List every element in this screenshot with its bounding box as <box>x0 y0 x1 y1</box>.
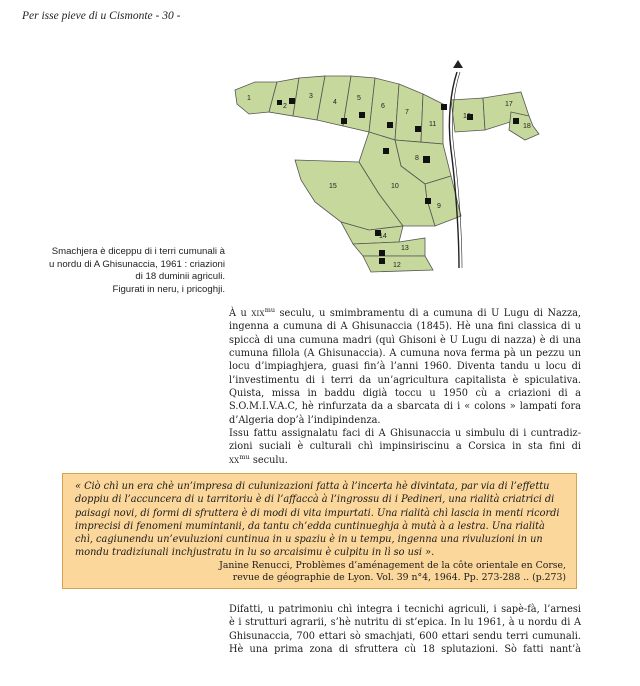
parcel-map-drawing <box>229 60 565 288</box>
building-2b <box>277 100 282 105</box>
parcel-label: 1 <box>247 95 251 102</box>
paragraph-3-line: Difatti, u patrimoniu chì integra i tecnichi agriculi, i sapè-fà, l’arnesi <box>229 604 581 615</box>
parcel-label: 17 <box>505 101 513 108</box>
land-parcels-map <box>229 60 565 288</box>
building-8 <box>423 156 430 163</box>
parcel-label: 8 <box>415 155 419 162</box>
building-7 <box>415 126 421 132</box>
parcel-7 <box>395 84 423 142</box>
parcel-label: 2 <box>283 103 287 110</box>
building-12 <box>379 258 385 264</box>
quote-source <box>75 560 566 585</box>
paragraph-1-line: spiccà di una cumuna madri (quì Ghisoni è U Lugu di nazza) è di una <box>229 334 581 346</box>
building-4 <box>341 118 347 124</box>
quote-line: paisagi novi, di formi di sfruttera è di modi di vita impurtati. Una rialità chì lascia in menti ricordi <box>75 507 560 519</box>
source-line: revue de géographie de Lyon. Vol. 39 n°4, 1964. Pp. 273-288 .. (p.273) <box>232 572 566 584</box>
source-line: Janine Renucci, Problèmes d’aménagement de la côte orientale en Corse, <box>219 559 566 571</box>
figure-caption <box>20 246 225 296</box>
north-arrow <box>453 60 463 68</box>
parcel-label: 11 <box>429 121 437 128</box>
quote-line: imprecisi di fenomeni mumintanii, da tantu ch’edda cuntinueghja à mutà à a lestra. Una rialità <box>75 520 545 532</box>
caption-line: di 18 duminii agriculi. <box>135 271 225 282</box>
paragraph-3-line: Ghisunaccia, 700 ettari sò smachjati, 600 ettari sendu terri cumunali. <box>229 630 581 642</box>
parcel-label: 4 <box>333 99 337 106</box>
quote-text <box>75 480 566 560</box>
building-2 <box>289 98 295 104</box>
paragraph-1-line: Quista, missa in baddu digià toccu u 1950 cù a criazioni di a <box>229 388 581 400</box>
paragraph-1-line: d’Algeria dop’à l’indipindenza. <box>229 414 381 426</box>
quote-line: doppiu di l’accuncera di u tarritoriu è di l’affaccà à l’ingrossu di i Pedineri, una rialità criatrici di <box>75 494 555 506</box>
quote-box <box>62 473 577 589</box>
paragraph-1-line: ingenna a cumuna di A Ghisunaccia (1845). Hè una fini classica di u <box>229 321 581 333</box>
paragraph-3 <box>229 603 581 656</box>
running-head: Per isse pieve di u Cismonte - 30 - <box>22 10 181 22</box>
caption-line: Smachjera è diceppu di i terri cumunali à <box>51 246 225 257</box>
quote-line: chì, cagiunendu un’evuluzioni cuntinua in u spaziu è in u tempu, ingenna una rivuluzioni in un <box>75 534 543 546</box>
paragraph-2-line: Issu fattu assignalatu faci di A Ghisunaccia u simbulu di i cuntradiz- <box>229 428 581 440</box>
parcel-label: 12 <box>393 262 401 269</box>
paragraph-3-line: è i strutturi agrarii, s’hè nutritu di st’epica. In lu 1961, à u nordu di A <box>229 617 581 629</box>
parcel-label: 10 <box>391 183 399 190</box>
parcel-label: 3 <box>309 93 313 100</box>
parcel-label: 14 <box>379 233 387 240</box>
quote-line: mondu tradiziunali inchjustratu in lu so arcaisimu è culpitu in lì so usi ». <box>75 547 435 559</box>
building-8b <box>383 148 389 154</box>
caption-line: u nordu di A Ghisunaccia, 1961 : criazioni <box>49 258 225 270</box>
paragraph-3-line: Hè una prima zona di sfruttera cù 18 splutazioni. Sò fatti nant’à <box>229 644 581 656</box>
building-5 <box>359 112 365 118</box>
paragraph-1-line: S.O.M.I.V.A.C, hè rinfurzata da a sbarcata di i « colons » lampati fora <box>229 401 581 413</box>
parcel-label: 18 <box>523 123 531 130</box>
paragraph-1-line: cumuna fillola (A Ghisunaccia). A cumuna nova ferma pà un pezzu un <box>229 348 581 360</box>
paragraph-2-last-line: $xx^{mu}$ seculu. <box>229 452 288 466</box>
parcel-label: 15 <box>329 183 337 190</box>
paragraph-1-line: l’investimentu di i terri da un’agricultura capitalista è spiculativa. <box>229 374 581 386</box>
building-11 <box>441 104 447 110</box>
parcel-label: 5 <box>357 95 361 102</box>
parcel-label: 6 <box>381 103 385 110</box>
paragraph-1 <box>229 307 581 467</box>
parcel-label: 9 <box>437 203 441 210</box>
parcel-label: 16 <box>463 113 471 120</box>
quote-line: « Ciò chì un era chè un’impresa di culunizazioni fatta à l’incerta hè divintata, par via di l’effettu <box>75 481 550 492</box>
building-13 <box>379 250 385 256</box>
building-18 <box>513 118 519 124</box>
paragraph-1-line-1: À u xix$^{mu}$ seculu, u smimbramentu di a cumuna di U Lugu di Nazza, <box>229 305 581 319</box>
paragraph-2-line: zioni suciali è culturali chì impinsiriscinu a Corsica in sta fini di <box>229 441 581 453</box>
caption-line: Figurati in neru, i pricoghji. <box>112 283 225 295</box>
parcel-label: 13 <box>401 245 409 252</box>
building-9 <box>425 198 431 204</box>
parcel-label: 7 <box>405 109 409 116</box>
paragraph-1-line: locu d’impiaghjera, guasi fin’à l’anni 1960. Diventa tandu u locu di <box>229 361 581 373</box>
building-6 <box>387 122 393 128</box>
parcel-11 <box>421 94 443 144</box>
